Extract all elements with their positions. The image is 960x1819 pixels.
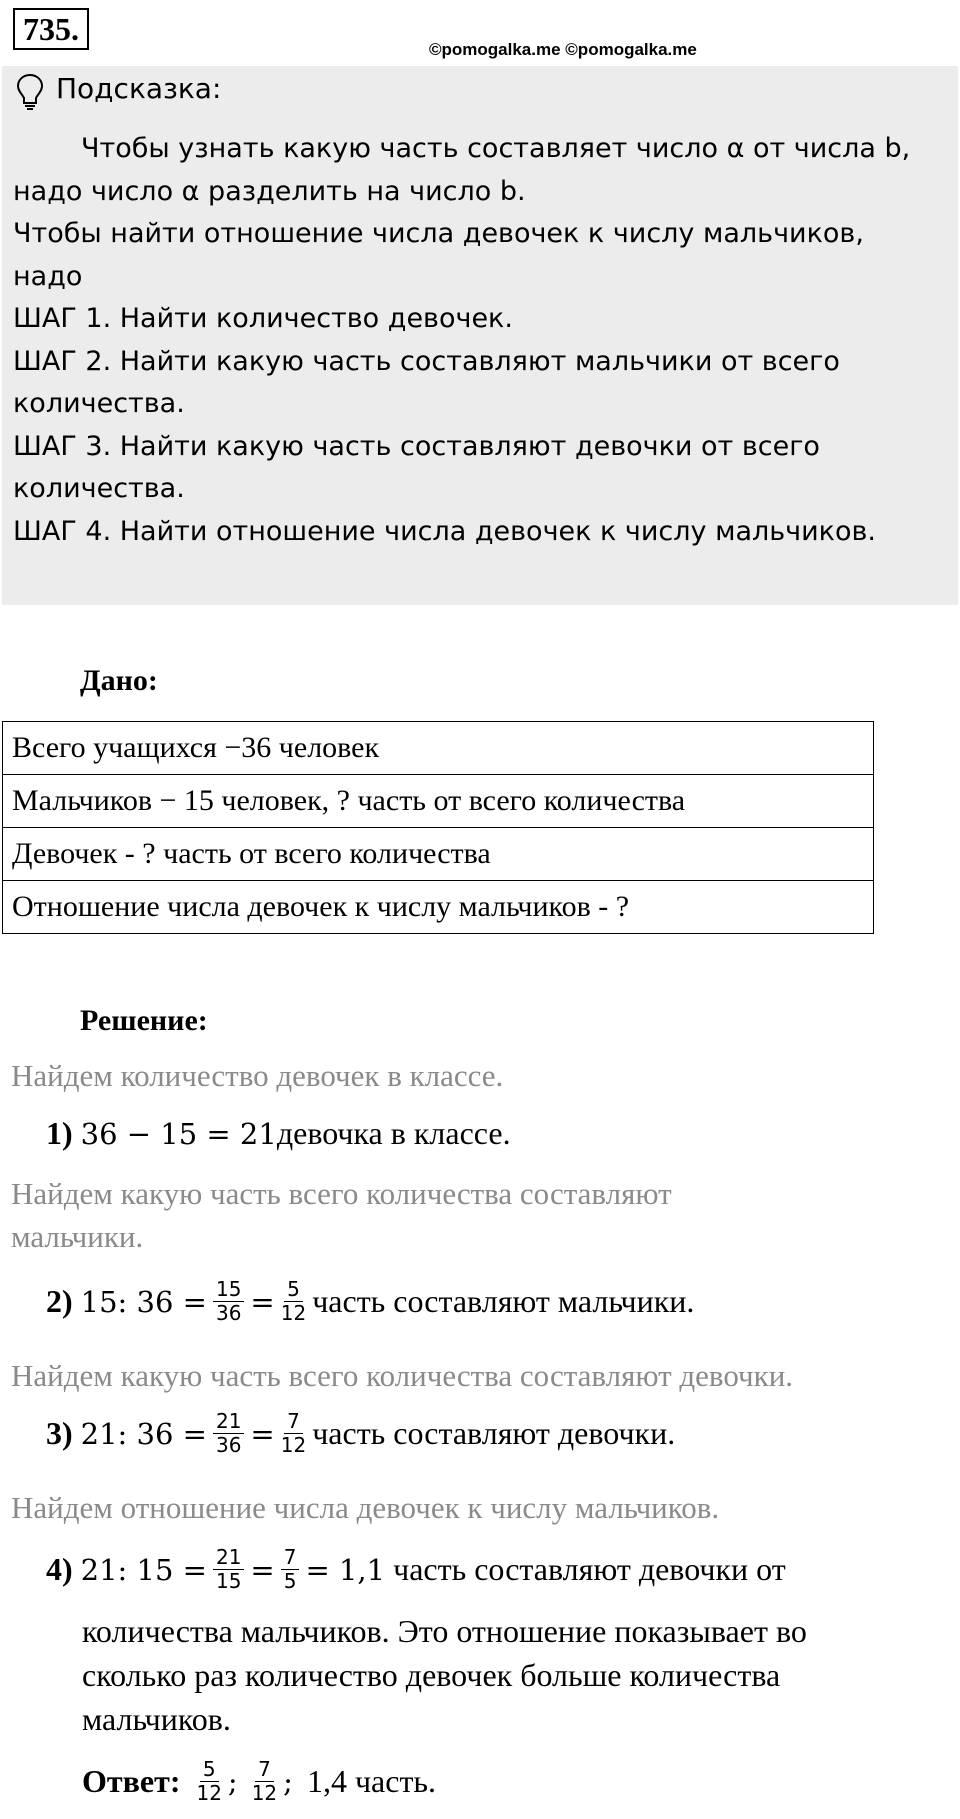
hint-step-2 <box>13 341 943 384</box>
step-label: ШАГ 3. <box>13 430 112 462</box>
denominator: 12 <box>280 1433 307 1457</box>
step-text: часть составляют мальчики. <box>312 1283 695 1319</box>
given-row: Всего учащихся −36 человек <box>3 722 874 775</box>
numerator: 5 <box>200 1758 219 1782</box>
numerator: 21 <box>213 1410 244 1434</box>
separator: ; <box>227 1764 238 1799</box>
numerator: 15 <box>213 1278 244 1302</box>
numerator: 7 <box>281 1546 300 1570</box>
fraction <box>281 1546 300 1593</box>
solution-step-1 <box>46 1115 511 1152</box>
hint-box <box>2 66 958 605</box>
hint-step-4 <box>13 511 943 554</box>
hint-line: количества. <box>13 473 185 504</box>
answer-value: 1,4 часть. <box>306 1763 437 1799</box>
denominator: 15 <box>215 1569 242 1593</box>
equals-sign: = <box>250 1284 275 1319</box>
step-number: 4) <box>46 1551 73 1587</box>
given-table <box>2 721 874 934</box>
denominator: 36 <box>215 1301 242 1325</box>
step-math: 36 − 15 = 21 <box>80 1116 277 1151</box>
step-4-continuation: сколько раз количество девочек больше количества <box>82 1657 781 1693</box>
step-text: часть составляют девочки от <box>393 1551 786 1587</box>
solution-comment: Найдем какую часть всего количества составляют девочки. <box>11 1358 794 1393</box>
given-heading: Дано: <box>80 664 158 697</box>
hint-line: количества. <box>13 388 185 419</box>
solution-comment: мальчики. <box>11 1219 144 1254</box>
denominator: 12 <box>251 1781 278 1805</box>
step-math: 21: 15 = <box>80 1552 207 1587</box>
hint-title: Подсказка: <box>56 72 222 105</box>
step-label: ШАГ 2. <box>13 345 112 377</box>
answer-label: Ответ: <box>82 1763 181 1799</box>
numerator: 21 <box>213 1546 244 1570</box>
hint-line: надо <box>13 260 83 292</box>
fraction <box>213 1410 244 1457</box>
denominator: 5 <box>283 1569 297 1593</box>
step-text: Найти отношение числа девочек к числу мальчиков. <box>111 515 876 547</box>
fraction <box>281 1278 306 1325</box>
solution-comment: Найдем какую часть всего количества составляют <box>11 1176 672 1211</box>
fraction <box>196 1758 221 1805</box>
equals-sign: = <box>250 1552 275 1587</box>
lightbulb-icon <box>14 72 46 112</box>
step-math: = 1,1 <box>305 1552 386 1587</box>
hint-step-1 <box>13 298 943 341</box>
numerator: 5 <box>284 1278 303 1302</box>
hint-body <box>13 128 943 553</box>
step-label: ШАГ 4. <box>13 515 112 547</box>
step-4-continuation: мальчиков. <box>82 1701 231 1737</box>
denominator: 12 <box>280 1301 307 1325</box>
step-math: 15: 36 = <box>80 1284 207 1319</box>
answer <box>82 1758 436 1805</box>
equals-sign: = <box>250 1416 275 1451</box>
fraction <box>213 1278 244 1325</box>
step-text: Найти количество девочек. <box>111 303 513 334</box>
solution-comment: Найдем отношение числа девочек к числу мальчиков. <box>11 1490 720 1525</box>
step-label: ШАГ 1. <box>13 303 112 334</box>
step-number: 3) <box>46 1415 73 1451</box>
solution-heading: Решение: <box>80 1004 208 1037</box>
given-row: Мальчиков − 15 человек, ? часть от всего количества <box>3 775 874 828</box>
solution-step-2 <box>46 1278 694 1325</box>
fraction <box>213 1546 244 1593</box>
step-text: Найти какую часть составляют мальчики от всего <box>111 345 840 377</box>
hint-line: Чтобы найти отношение числа девочек к числу мальчиков, <box>13 218 864 249</box>
step-number: 2) <box>46 1283 73 1319</box>
solution-step-4 <box>46 1546 786 1593</box>
given-row: Отношение числа девочек к числу мальчиков - ? <box>3 881 874 934</box>
separator: ; <box>283 1764 293 1799</box>
watermark: ©pomogalka.me ©pomogalka.me <box>429 40 697 59</box>
given-row: Девочек - ? часть от всего количества <box>3 828 874 881</box>
denominator: 36 <box>215 1433 242 1457</box>
task-number: 735. <box>13 8 89 50</box>
step-math: 21: 36 = <box>80 1416 207 1451</box>
hint-line: надо число α разделить на число b. <box>13 175 526 207</box>
fraction <box>281 1410 306 1457</box>
solution-step-3 <box>46 1410 675 1457</box>
hint-line: Чтобы узнать какую часть составляет число α от числа b, <box>81 133 911 164</box>
solution-comment: Найдем количество девочек в классе. <box>11 1058 504 1093</box>
numerator: 7 <box>284 1410 303 1434</box>
numerator: 7 <box>255 1758 274 1782</box>
step-4-continuation: количества мальчиков. Это отношение показывает во <box>82 1613 807 1649</box>
hint-step-3 <box>13 426 943 469</box>
step-text: часть составляют девочки. <box>312 1415 676 1451</box>
fraction <box>252 1758 277 1805</box>
step-text: девочка в классе. <box>276 1115 511 1151</box>
step-text: Найти какую часть составляют девочки от всего <box>111 430 820 462</box>
denominator: 12 <box>196 1781 222 1805</box>
step-number: 1) <box>46 1115 73 1151</box>
